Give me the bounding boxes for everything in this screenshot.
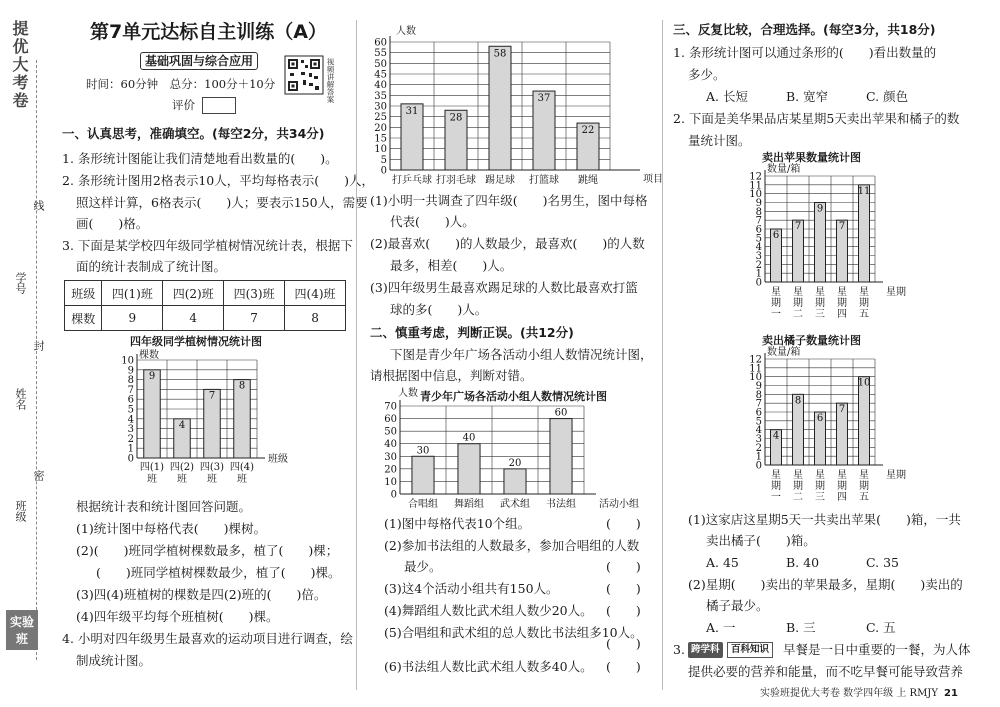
y-tick-label: 12: [749, 171, 762, 183]
y-tick-label: 4: [755, 425, 762, 437]
x-tick-label: 星期四: [837, 287, 847, 320]
x-tick-label: 四(2)班: [169, 462, 195, 485]
y-tick-label: 10: [749, 189, 762, 201]
x-axis-label: 班级: [268, 454, 288, 465]
y-tick-label: 30: [384, 451, 397, 463]
y-tick-label: 0: [390, 489, 397, 501]
table-header: 四(4)班: [285, 281, 346, 306]
option: C. 五: [866, 620, 896, 635]
section-1-heading: 一、认真思考，准确填空。(每空2分，共34分): [62, 126, 325, 141]
data-label: 22: [581, 125, 595, 137]
judge-item: (2)参加书法组的人数最多，参加合唱组的人数: [384, 538, 640, 553]
bar: [412, 456, 434, 494]
y-tick-label: 9: [127, 365, 134, 377]
y-tick-label: 9: [755, 381, 762, 392]
y-tick-label: 10: [374, 144, 387, 156]
y-tick-label: 2: [127, 433, 134, 445]
question-3-1: 1. 条形统计图可以通过条形的( )看出数量的: [673, 45, 937, 60]
y-tick-label: 50: [384, 426, 397, 438]
x-tick-label: 星期一: [771, 287, 781, 320]
data-label: 37: [537, 93, 551, 105]
question-1-2: 画( )格。: [76, 216, 149, 231]
y-tick-label: 60: [374, 37, 387, 49]
y-axis-label: 棵数: [139, 350, 159, 361]
y-tick-label: 15: [374, 133, 387, 145]
x-tick-label: 四(3)班: [199, 462, 225, 485]
option: A. 长短: [706, 89, 748, 104]
name-field: 姓名: [14, 388, 27, 410]
y-tick-label: 40: [374, 80, 387, 92]
table-cell: 4: [163, 306, 224, 331]
y-tick-label: 11: [749, 363, 762, 375]
eval-label: 评价: [172, 98, 195, 112]
question-1-3-sub4: (4)四年级平均每个班植树( )棵。: [76, 609, 279, 624]
bar: [504, 469, 526, 494]
question-3-2: 量统计图。: [688, 133, 751, 148]
question-1-4-sub3: (3)四年级男生最喜欢踢足球的人数比最喜欢打篮: [370, 280, 638, 295]
data-label: 40: [462, 432, 476, 444]
data-label: 8: [794, 395, 802, 407]
judge-item: (5)合唱组和武术组的总人数比书法组多10人。: [384, 625, 643, 640]
question-1-1: 1. 条形统计图能让我们清楚地看出数量的( )。: [62, 151, 338, 166]
bar: [550, 419, 572, 494]
data-label: 7: [838, 404, 846, 416]
y-axis-label: 人数: [398, 388, 418, 399]
seal-line: 封: [32, 340, 45, 351]
x-tick-label: 踢足球: [485, 175, 515, 186]
y-tick-label: 7: [127, 384, 134, 396]
y-tick-label: 6: [127, 394, 134, 406]
y-tick-label: 7: [755, 398, 762, 410]
question-3-2-sub2: (2)星期( )卖出的苹果最多，星期( )卖出的: [688, 577, 963, 592]
judge-item: (6)书法组人数比武术组人数多40人。: [384, 659, 593, 674]
badge-cross-subject: 跨学科: [688, 642, 723, 658]
table-row-label: 棵数: [65, 306, 102, 331]
data-label: 28: [449, 112, 463, 124]
x-axis-label: 活动小组: [599, 499, 639, 510]
data-label: 11: [857, 185, 871, 197]
table-header: 四(3)班: [224, 281, 285, 306]
y-tick-label: 20: [384, 464, 397, 476]
question-1-3-sub2: (2)( )班同学植树棵数最多，植了( )棵；: [76, 543, 339, 558]
table-cell: 7: [224, 306, 285, 331]
y-tick-label: 11: [749, 180, 762, 192]
subtitle: 基础巩固与综合应用: [140, 52, 258, 70]
table-cell: 9: [102, 306, 163, 331]
data-label: 30: [416, 445, 430, 457]
bar: [458, 444, 480, 494]
y-tick-label: 8: [127, 375, 134, 387]
y-tick-label: 5: [755, 233, 762, 245]
chart-sports: [362, 22, 663, 190]
option: B. 宽窄: [786, 89, 829, 104]
y-tick-label: 0: [380, 165, 387, 177]
question-1-3: 面的统计表制成了统计图。: [76, 259, 227, 274]
sidebar: [0, 0, 44, 707]
y-tick-label: 30: [374, 101, 387, 113]
data-label: 9: [148, 370, 156, 382]
section-2-intro: 下图是青少年广场各活动小组人数情况统计图，: [390, 347, 653, 362]
question-1-4-sub1: 代表( )人。: [390, 214, 475, 229]
data-label: 60: [554, 407, 568, 419]
chart-apples: [733, 160, 963, 320]
y-tick-label: 0: [127, 453, 134, 465]
section-2-heading: 二、慎重考虑，判断正误。(共12分): [370, 325, 574, 340]
x-axis-label: 星期: [886, 287, 906, 298]
x-tick-label: 武术组: [500, 499, 530, 510]
bar: [144, 370, 161, 458]
chart-1-title: 四年级同学植树情况统计图: [130, 335, 262, 348]
seal-line: 密: [32, 470, 45, 481]
y-tick-label: 25: [374, 112, 387, 124]
x-tick-label: 跳绳: [578, 175, 598, 186]
data-label: 10: [857, 377, 871, 389]
y-tick-label: 40: [384, 439, 397, 451]
y-tick-label: 7: [755, 215, 762, 227]
data-label: 8: [238, 380, 246, 392]
data-label: 4: [772, 430, 780, 442]
x-tick-label: 星期五: [859, 287, 869, 320]
question-1-3-sub2: ( )班同学植树棵数最少，植了( )棵。: [96, 565, 341, 580]
question-1-2: 照这样计算，6格表示( )人；要表示150人，需要: [76, 195, 368, 210]
chart-tree-planting: [105, 348, 305, 488]
dashed-cut-line: [36, 60, 37, 660]
eval-box: [202, 97, 236, 114]
question-1-4-sub2: (2)最喜欢( )的人数最少，最喜欢( )的人数: [370, 236, 645, 251]
orange-chart-title: 卖出橘子数量统计图: [762, 334, 861, 347]
y-tick-label: 5: [127, 404, 134, 416]
table-header: 四(1)班: [102, 281, 163, 306]
question-1-4-sub2: 最多，相差( )人。: [390, 258, 513, 273]
data-label: 7: [208, 390, 216, 402]
x-axis-label: 项目: [643, 174, 663, 185]
y-tick-label: 9: [755, 198, 762, 209]
qr-caption: 视频讲解答案: [326, 58, 335, 103]
answer-paren: ( ): [606, 559, 641, 574]
badge-encyclopedia: 百科知识: [727, 642, 773, 658]
question-1-3-sub3: (3)四(4)班植树的棵数是四(2)班的( )倍。: [76, 587, 327, 602]
y-tick-label: 5: [755, 416, 762, 428]
answer-paren: ( ): [606, 659, 641, 674]
student-id-field: 学号: [14, 272, 27, 294]
data-label: 4: [178, 419, 186, 431]
y-tick-label: 10: [749, 372, 762, 384]
brand-label: 提优大考卷: [10, 20, 29, 110]
question-1-4-sub1: (1)小明一共调查了四年级( )名男生，图中每格: [370, 193, 648, 208]
x-tick-label: 星期五: [859, 470, 869, 503]
x-tick-label: 打乒乓球: [392, 175, 432, 186]
option: B. 40: [786, 555, 820, 570]
question-3-2-sub1: 卖出橘子( )箱。: [706, 533, 816, 548]
y-tick-label: 1: [127, 443, 134, 455]
question-3-3: 早餐是一日中重要的一餐，为人体: [783, 642, 971, 657]
y-axis-label: 数量/箱: [767, 164, 801, 175]
x-tick-label: 打篮球: [529, 175, 559, 186]
bar: [859, 377, 870, 465]
y-tick-label: 5: [380, 154, 387, 166]
y-tick-label: 4: [127, 414, 134, 426]
qr-code: [285, 56, 323, 94]
y-axis-label: 数量/箱: [767, 347, 801, 358]
x-axis-label: 星期: [886, 470, 906, 481]
x-tick-label: 星期二: [793, 287, 803, 320]
exam-meta: 时间：60分钟 总分：100分＋10分: [86, 77, 276, 91]
judge-item: (3)这4个活动小组共有150人。: [384, 581, 559, 596]
y-tick-label: 3: [755, 251, 762, 262]
section-2-intro: 请根据图中信息，判断对错。: [370, 368, 533, 383]
question-1-3-sub1: (1)统计图中每格代表( )棵树。: [76, 521, 266, 536]
y-tick-label: 12: [749, 354, 762, 366]
data-label: 20: [508, 457, 522, 469]
y-tick-label: 3: [755, 434, 762, 445]
option: C. 35: [866, 555, 899, 570]
page-number: 21: [944, 688, 958, 699]
question-3-2-sub2: 橘子最少。: [706, 598, 769, 613]
x-tick-label: 四(1)班: [139, 462, 165, 485]
y-tick-label: 2: [755, 259, 762, 271]
question-3-2: 2. 下面是美华果品店某星期5天卖出苹果和橘子的数: [673, 111, 960, 126]
y-tick-label: 4: [755, 242, 762, 254]
question-1-4-sub3: 球的多( )人。: [390, 302, 488, 317]
y-tick-label: 1: [755, 451, 762, 463]
data-label: 9: [816, 203, 824, 215]
y-tick-label: 8: [755, 389, 762, 401]
data-label: 31: [405, 105, 419, 117]
x-tick-label: 合唱组: [408, 499, 438, 510]
data-label: 6: [816, 413, 824, 424]
logo: 实验班: [6, 610, 38, 650]
y-axis-label: 人数: [396, 26, 416, 37]
question-1-2: 2. 条形统计图用2格表示10人，平均每格表示( )人，: [62, 173, 375, 188]
answer-paren: ( ): [606, 516, 641, 531]
question-1-3-prompt: 根据统计表和统计图回答问题。: [76, 499, 252, 514]
bar: [859, 185, 870, 282]
y-tick-label: 10: [121, 355, 134, 367]
column-divider: [662, 20, 663, 690]
page-title: 第7单元达标自主训练（A）: [90, 21, 327, 43]
y-tick-label: 10: [384, 476, 397, 488]
x-tick-label: 星期四: [837, 470, 847, 503]
option: A. 一: [706, 620, 736, 635]
section-3-heading: 三、反复比较，合理选择。(每空3分，共18分): [673, 22, 936, 37]
option: B. 三: [786, 620, 816, 635]
y-tick-label: 8: [755, 206, 762, 218]
y-tick-label: 0: [755, 277, 762, 289]
judge-item: (4)舞蹈组人数比武术组人数少20人。: [384, 603, 593, 618]
data-label: 7: [794, 221, 802, 233]
y-tick-label: 55: [374, 48, 387, 60]
question-3-3-number: 3.: [673, 642, 685, 657]
question-3-3: 提供必要的营养和能量，而不吃早餐可能导致营养: [688, 664, 964, 679]
column-divider: [356, 20, 357, 690]
y-tick-label: 20: [374, 122, 387, 134]
y-tick-label: 70: [384, 401, 397, 413]
x-tick-label: 星期二: [793, 470, 803, 503]
y-tick-label: 50: [374, 58, 387, 70]
question-1-4: 制成统计图。: [76, 653, 152, 668]
x-tick-label: 书法组: [546, 499, 576, 510]
y-tick-label: 45: [374, 69, 387, 81]
y-tick-label: 3: [127, 424, 134, 436]
data-label: 7: [838, 221, 846, 233]
x-tick-label: 舞蹈组: [454, 499, 484, 510]
x-tick-label: 星期三: [815, 470, 825, 503]
y-tick-label: 1: [755, 268, 762, 280]
answer-paren: ( ): [606, 603, 641, 618]
y-tick-label: 0: [755, 460, 762, 472]
class-field: 班级: [14, 500, 27, 522]
y-tick-label: 2: [755, 442, 762, 454]
option: C. 颜色: [866, 89, 909, 104]
seal-line: 线: [32, 200, 45, 211]
answer-paren: ( ): [606, 636, 641, 651]
y-tick-label: 6: [755, 407, 762, 419]
bar: [489, 46, 511, 170]
x-tick-label: 星期三: [815, 287, 825, 320]
x-tick-label: 四(4)班: [229, 462, 255, 485]
option: A. 45: [706, 555, 739, 570]
x-tick-label: 星期一: [771, 470, 781, 503]
judge-item: (1)图中每格代表10个组。: [384, 516, 531, 531]
judge-item: 最少。: [404, 559, 442, 574]
y-tick-label: 60: [384, 414, 397, 426]
y-tick-label: 6: [755, 224, 762, 236]
data-label: 58: [493, 48, 507, 60]
question-1-4: 4. 小明对四年级男生最喜欢的运动项目进行调查，绘: [62, 631, 353, 646]
table-header: 班级: [65, 281, 102, 306]
question-3-1: 多少。: [688, 67, 726, 82]
table-cell: 8: [285, 306, 346, 331]
x-tick-label: 打羽毛球: [436, 175, 476, 186]
chart-2-title: 青少年广场各活动小组人数情况统计图: [420, 390, 607, 403]
tree-planting-table: [64, 280, 346, 331]
chart-oranges: [733, 343, 963, 503]
answer-paren: ( ): [606, 581, 641, 596]
question-1-3: 3. 下面是某学校四年级同学植树情况统计表，根据下: [62, 238, 353, 253]
footer-text: 实验班提优大考卷 数学四年级 上 RMJY: [760, 688, 938, 699]
y-tick-label: 35: [374, 90, 387, 102]
data-label: 6: [772, 230, 780, 241]
apple-chart-title: 卖出苹果数量统计图: [762, 151, 861, 164]
question-3-2-sub1: (1)这家店这星期5天一共卖出苹果( )箱，一共: [688, 512, 961, 527]
table-header: 四(2)班: [163, 281, 224, 306]
